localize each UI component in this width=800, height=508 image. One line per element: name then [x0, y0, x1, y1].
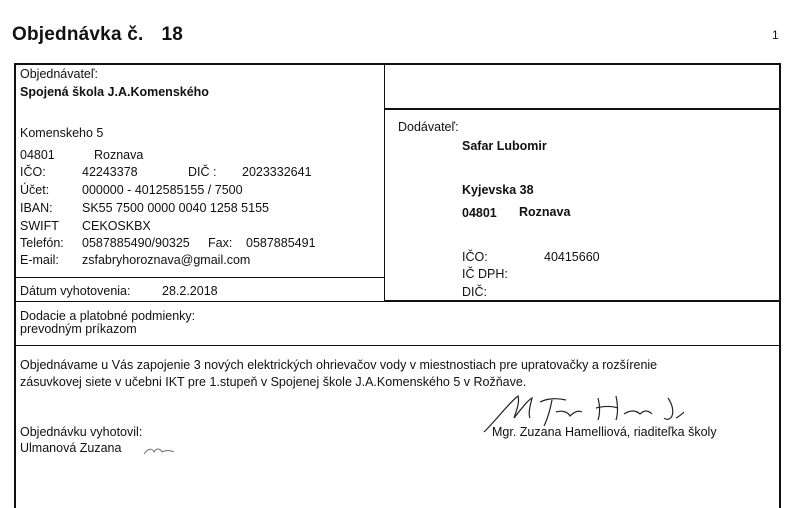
- issuer-handwritten-signature: [142, 442, 182, 460]
- order-title-label: Objednávka č.: [12, 24, 144, 45]
- terms-bottom-line: [14, 345, 781, 346]
- director-handwritten-signature: [478, 388, 693, 438]
- outer-right-border: [779, 63, 781, 508]
- outer-top-border: [14, 63, 781, 65]
- issuer-name: Ulmanová Zuzana: [20, 441, 122, 455]
- supplier-city: Roznava: [519, 205, 571, 219]
- buyer-zip: 04801: [20, 148, 55, 162]
- buyer-ucet: 000000 - 4012585155 / 7500: [82, 183, 243, 197]
- buyer-swift-label: SWIFT: [20, 219, 59, 233]
- buyer-phone-label: Telefón:: [20, 236, 64, 250]
- buyer-ucet-label: Účet:: [20, 183, 50, 197]
- outer-left-border: [14, 63, 16, 508]
- buyer-city: Roznava: [94, 148, 144, 162]
- buyer-iban: SK55 7500 0000 0040 1258 5155: [82, 201, 269, 215]
- date-label: Dátum vyhotovenia:: [20, 284, 131, 298]
- supplier-box-top: [384, 108, 780, 110]
- buyer-email-label: E-mail:: [20, 253, 59, 267]
- page-number: 1: [772, 28, 779, 42]
- order-text-line-2: zásuvkovej siete v učebni IKT pre 1.stupeň v Spojenej škole J.A.Komenského 5 v Rožňave.: [20, 375, 527, 389]
- date-value: 28.2.2018: [162, 284, 218, 298]
- supplier-icdph-label: IČ DPH:: [462, 267, 508, 281]
- order-number: 18: [161, 24, 183, 45]
- supplier-label: Dodávateľ:: [398, 120, 459, 134]
- director-signature-line: Mgr. Zuzana Hamelliová, riaditeľka školy: [492, 425, 717, 439]
- supplier-street: Kyjevska 38: [462, 183, 534, 197]
- terms-label: Dodacie a platobné podmienky:: [20, 309, 196, 323]
- date-top-line: [14, 277, 385, 278]
- issuer-label: Objednávku vyhotovil:: [20, 425, 143, 439]
- date-bottom-line: [14, 301, 385, 302]
- buyer-email: zsfabryhoroznava@gmail.com: [82, 253, 251, 267]
- buyer-ico-label: IČO:: [20, 165, 46, 179]
- buyer-name: Spojená škola J.A.Komenského: [20, 85, 209, 99]
- order-text-line-1: Objednávame u Vás zapojenie 3 nových elektrických ohrievačov vody v miestnostiach pre upratovačky a rozšírenie: [20, 358, 658, 372]
- supplier-box-bottom: [384, 300, 780, 302]
- supplier-ico: 40415660: [544, 250, 600, 264]
- buyer-fax: 0587885491: [246, 236, 316, 250]
- buyer-iban-label: IBAN:: [20, 201, 53, 215]
- supplier-dic-label: DIČ:: [462, 285, 487, 299]
- buyer-dic-label: DIČ :: [188, 165, 217, 179]
- buyer-ico: 42243378: [82, 165, 138, 179]
- buyer-dic: 2023332641: [242, 165, 312, 179]
- buyer-street: Komenskeho 5: [20, 126, 104, 140]
- supplier-zip: 04801: [462, 206, 497, 220]
- buyer-phone: 0587885490/90325: [82, 236, 190, 250]
- buyer-swift: CEKOSKBX: [82, 219, 151, 233]
- supplier-ico-label: IČO:: [462, 250, 488, 264]
- supplier-name: Safar Lubomir: [462, 139, 547, 153]
- buyer-fax-label: Fax:: [208, 236, 233, 250]
- order-title: [12, 24, 183, 46]
- buyer-label: Objednávateľ:: [20, 67, 99, 81]
- buyer-divider: [384, 63, 385, 302]
- terms-value: prevodným príkazom: [20, 322, 137, 336]
